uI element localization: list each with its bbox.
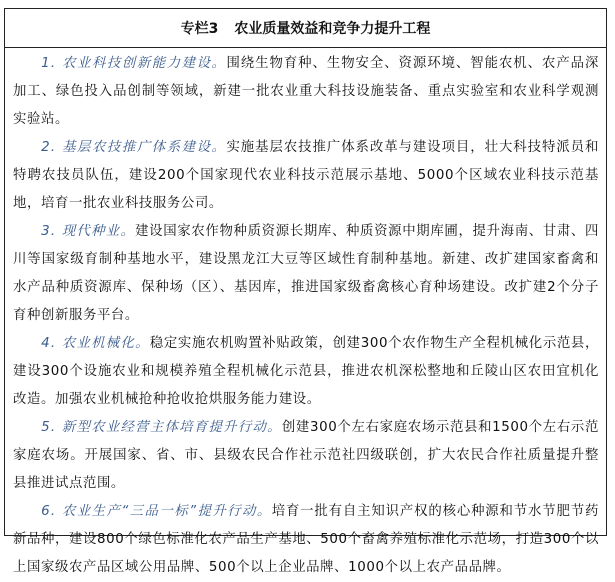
item-6 — [13, 498, 599, 582]
box-header — [5, 9, 606, 48]
item-text: 培育一批有自主知识产权的核心种源和节水节肥节药新品种，建设800个绿色标准化农产品生产基地、500个畜禽养殖标准化示范场，打造300个以上国家级农产品区域公用品牌、500个以上企业品牌、1000个以上农产品品牌。 — [13, 504, 599, 575]
item-5 — [13, 414, 599, 498]
item-3 — [13, 218, 599, 330]
item-text: 围绕生物育种、生物安全、资源环境、智能农机、农产品深加工、绿色投入品创制等领域，新建一批农业重大科技设施装备、重点实验室和农业科学观测实验站。 — [13, 56, 599, 127]
item-text: 建设国家农作物种质资源长期库、种质资源中期库圃，提升海南、甘肃、四川等国家级育制种基地水平，建设黑龙江大豆等区域性育制种基地。新建、改扩建国家畜禽和水产品种质资源库、保种场（区）、基因库，推进国家级畜禽核心育种场建设。改扩建2个分子育种创新服务平台。 — [13, 224, 599, 323]
item-text: 实施基层农技推广体系改革与建设项目，壮大科技特派员和特聘农技员队伍，建设200个国家现代农业科技示范展示基地、5000个区域农业科技示范基地，培育一批农业科技服务公司。 — [13, 140, 599, 211]
item-heading: 6. 农业生产“三品一标”提升行动。 — [41, 504, 272, 519]
item-1 — [13, 50, 599, 134]
item-heading: 5. 新型农业经营主体培育提升行动。 — [41, 420, 282, 435]
item-4 — [13, 330, 599, 414]
item-heading: 2. 基层农技推广体系建设。 — [41, 140, 227, 155]
item-heading: 4. 农业机械化。 — [41, 336, 150, 351]
item-2 — [13, 134, 599, 218]
box-title: 农业质量效益和竞争力提升工程 — [234, 21, 431, 37]
box-content — [5, 48, 606, 582]
item-heading: 1. 农业科技创新能力建设。 — [41, 56, 227, 71]
item-heading: 3. 现代种业。 — [41, 224, 136, 239]
box-label: 专栏3 — [180, 21, 219, 37]
item-text: 稳定实施农机购置补贴政策，创建300个农作物生产全程机械化示范县，建设300个设施农业和规模养殖全程机械化示范县，推进农机深松整地和丘陵山区农田宜机化改造。加强农业机械抢种抢收抢烘服务能力建设。 — [13, 336, 599, 407]
item-text: 创建300个左右家庭农场示范县和1500个左右示范家庭农场。开展国家、省、市、县级农民合作社示范社四级联创，扩大农民合作社质量提升整县推进试点范围。 — [13, 420, 599, 491]
feature-box — [4, 8, 607, 575]
